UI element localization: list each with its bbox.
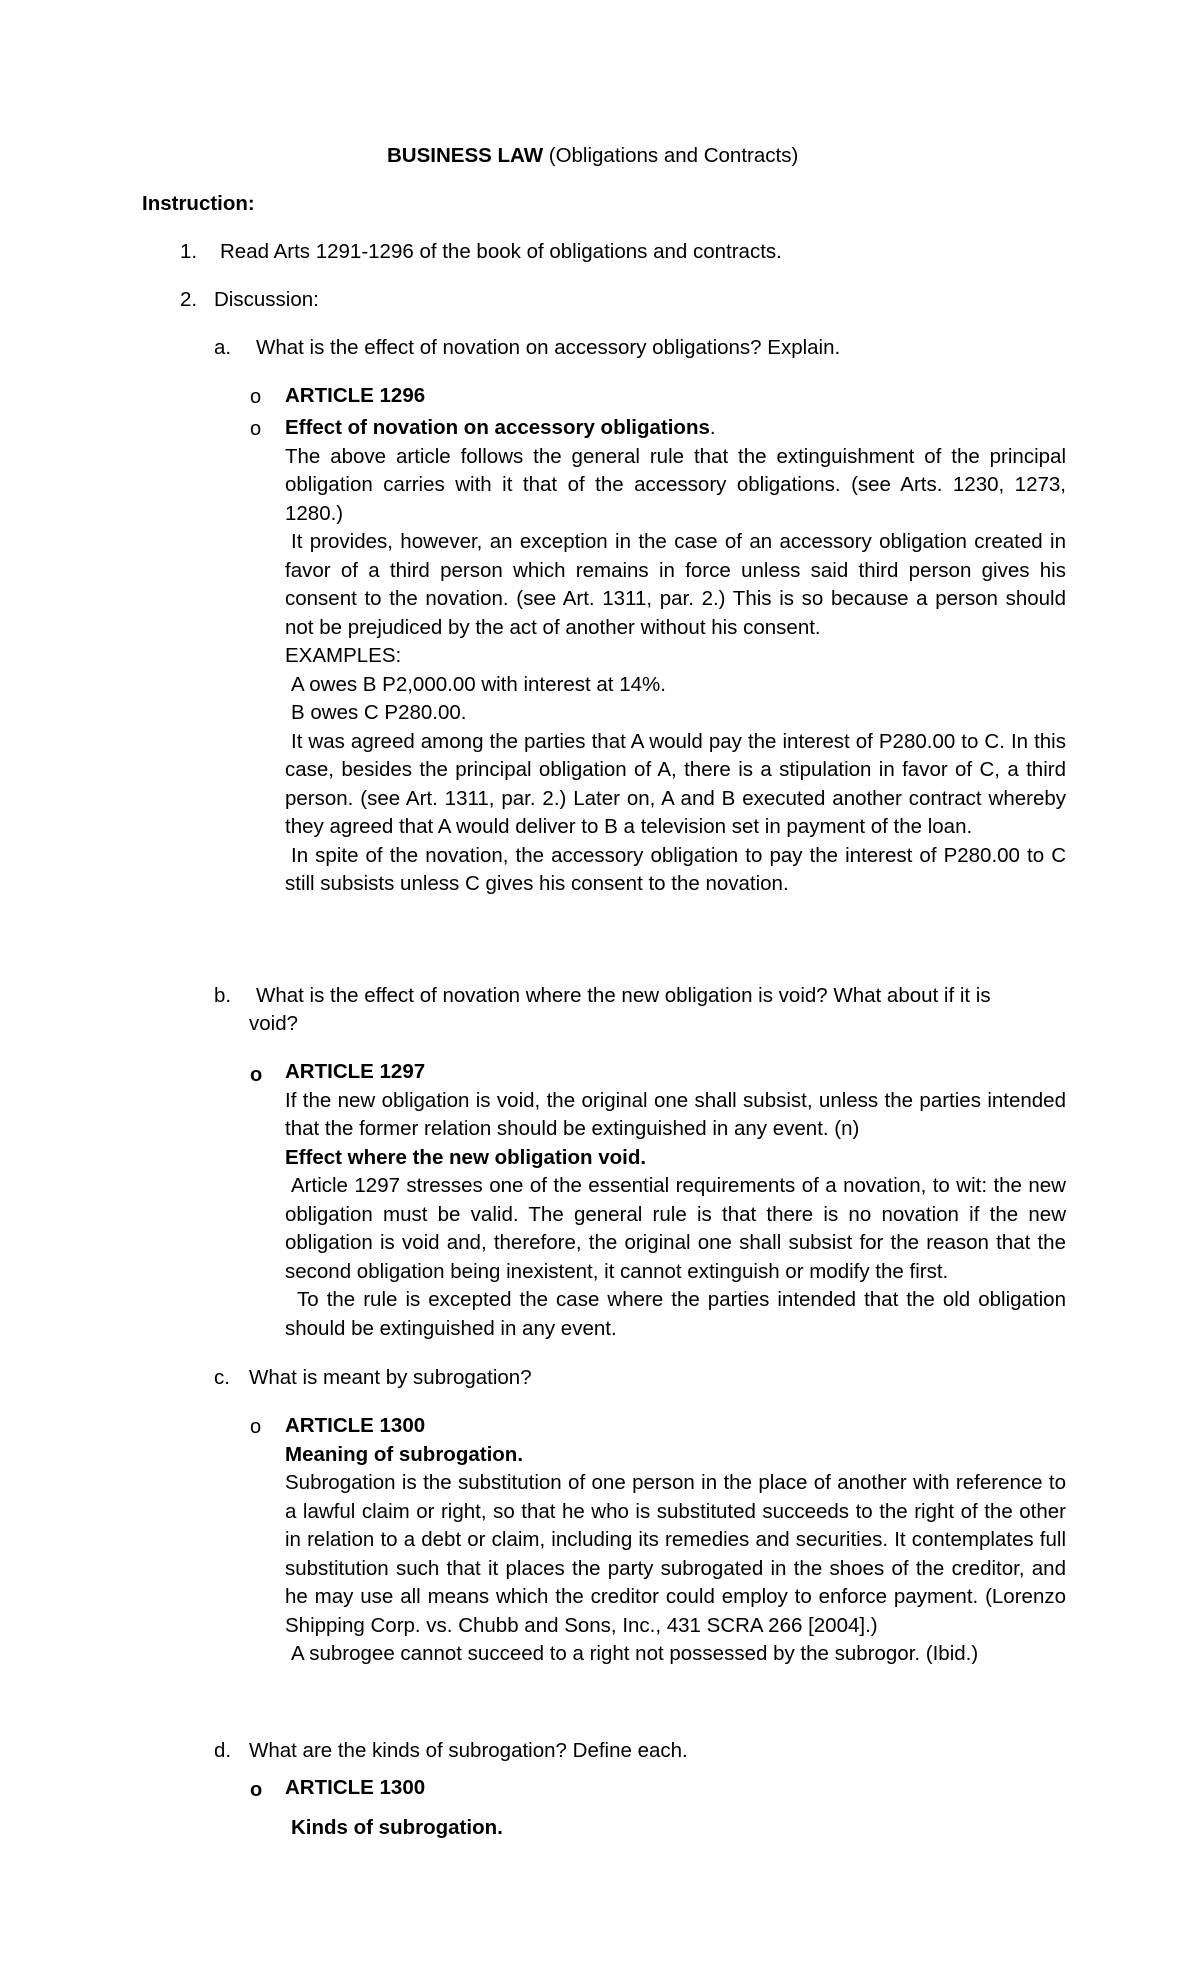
question-d-subtitle: Kinds of subrogation. — [291, 1816, 503, 1839]
examples-label: EXAMPLES: — [285, 644, 402, 667]
question-b-text-line2: void? — [249, 1012, 299, 1035]
example-line: A owes B P2,000.00 with interest at 14%. — [291, 672, 666, 696]
question-b-paragraph: Article 1297 stresses one of the essential requirements of a novation, to wit: the new obligation must be valid. The general rule is that there is no novation if the new obligation is void and, therefore, the original one shall subsist for the reason that the second obligation being inexistent, it cannot extinguish or modify the first. — [285, 1174, 1066, 1283]
bullet-marker: o — [250, 418, 262, 440]
bullet-marker: o — [250, 1064, 263, 1086]
question-a-body — [285, 414, 1066, 899]
step-2-number: 2. — [180, 288, 198, 311]
question-a-paragraph: In spite of the novation, the accessory obligation to pay the interest of P280.00 to C still subsists unless C gives his consent to the novation. — [285, 843, 1066, 895]
question-c-paragraph: A subrogee cannot succeed to a right not possessed by the subrogor. (Ibid.) — [291, 1642, 979, 1665]
question-a-article: ARTICLE 1296 — [285, 384, 426, 407]
question-b-body — [285, 1058, 1066, 1343]
example-line: B owes C P280.00. — [291, 701, 467, 724]
question-a-letter: a. — [214, 336, 232, 359]
title-subtitle: (Obligations and Contracts) — [548, 144, 799, 167]
question-c-body — [285, 1412, 1066, 1669]
step-1-text: Read Arts 1291-1296 of the book of obligations and contracts. — [220, 240, 782, 263]
question-b-letter: b. — [214, 984, 232, 1007]
page-title — [387, 142, 798, 171]
question-a-paragraph: The above article follows the general rule that the extinguishment of the principal obligation carries with it that of the accessory obligations. (see Arts. 1230, 1273, 1280.) — [285, 444, 1066, 525]
question-a-text: What is the effect of novation on accessory obligations? Explain. — [256, 336, 841, 359]
instruction-label: Instruction: — [142, 192, 255, 215]
question-b-text-line1: What is the effect of novation where the new obligation is void? What about if it is — [256, 984, 991, 1007]
question-b-paragraph: To the rule is excepted the case where the parties intended that the old obligation should be extinguished in any event. — [285, 1288, 1066, 1340]
question-d-text: What are the kinds of subrogation? Define each. — [249, 1739, 688, 1762]
question-c-paragraph: Subrogation is the substitution of one person in the place of another with reference to a lawful claim or right, so that he who is substituted succeeds to the right of the other in relation to a debt or claim, including its remedies and securities. It contemplates full substitution such that it places the party subrogated in the shoes of the creditor, and he may use all means which the creditor could employ to enforce payment. (Lorenzo Shipping Corp. vs. Chubb and Sons, Inc., 431 SCRA 266 [2004].) — [285, 1471, 1066, 1637]
question-a-paragraph: It provides, however, an exception in the case of an accessory obligation created in favor of a third person which remains in force unless said third person gives his consent to the novation. (see Art. 1311, par. 2.) This is so because a person should not be prejudiced by the act of another without his consent. — [285, 530, 1066, 639]
question-c-article: ARTICLE 1300 — [285, 1414, 426, 1437]
title-bold: BUSINESS LAW — [387, 144, 544, 167]
question-b-rule: If the new obligation is void, the original one shall subsist, unless the parties intended that the former relation should be extinguished in any event. (n) — [285, 1088, 1066, 1140]
question-c-subtitle: Meaning of subrogation. — [285, 1442, 524, 1466]
question-a-subtitle: Effect of novation on accessory obligations. — [285, 416, 716, 439]
step-2-text: Discussion: — [214, 288, 319, 311]
question-a-paragraph: It was agreed among the parties that A would pay the interest of P280.00 to C. In this case, besides the principal obligation of A, there is a stipulation in favor of C, a third person. (see Art. 1311, par. 2.) Later on, A and B executed another contract whereby they agreed that A would deliver to B a television set in payment of the loan. — [285, 729, 1066, 838]
bullet-marker: o — [250, 386, 262, 408]
question-b-subtitle: Effect where the new obligation void. — [285, 1145, 647, 1169]
question-d-letter: d. — [214, 1739, 232, 1762]
question-b-article: ARTICLE 1297 — [285, 1060, 426, 1083]
question-c-letter: c. — [214, 1366, 230, 1389]
question-c-text: What is meant by subrogation? — [249, 1366, 532, 1389]
bullet-marker: o — [250, 1779, 263, 1801]
bullet-marker: o — [250, 1416, 262, 1438]
question-d-article: ARTICLE 1300 — [285, 1776, 426, 1799]
step-1-number: 1. — [180, 240, 198, 263]
